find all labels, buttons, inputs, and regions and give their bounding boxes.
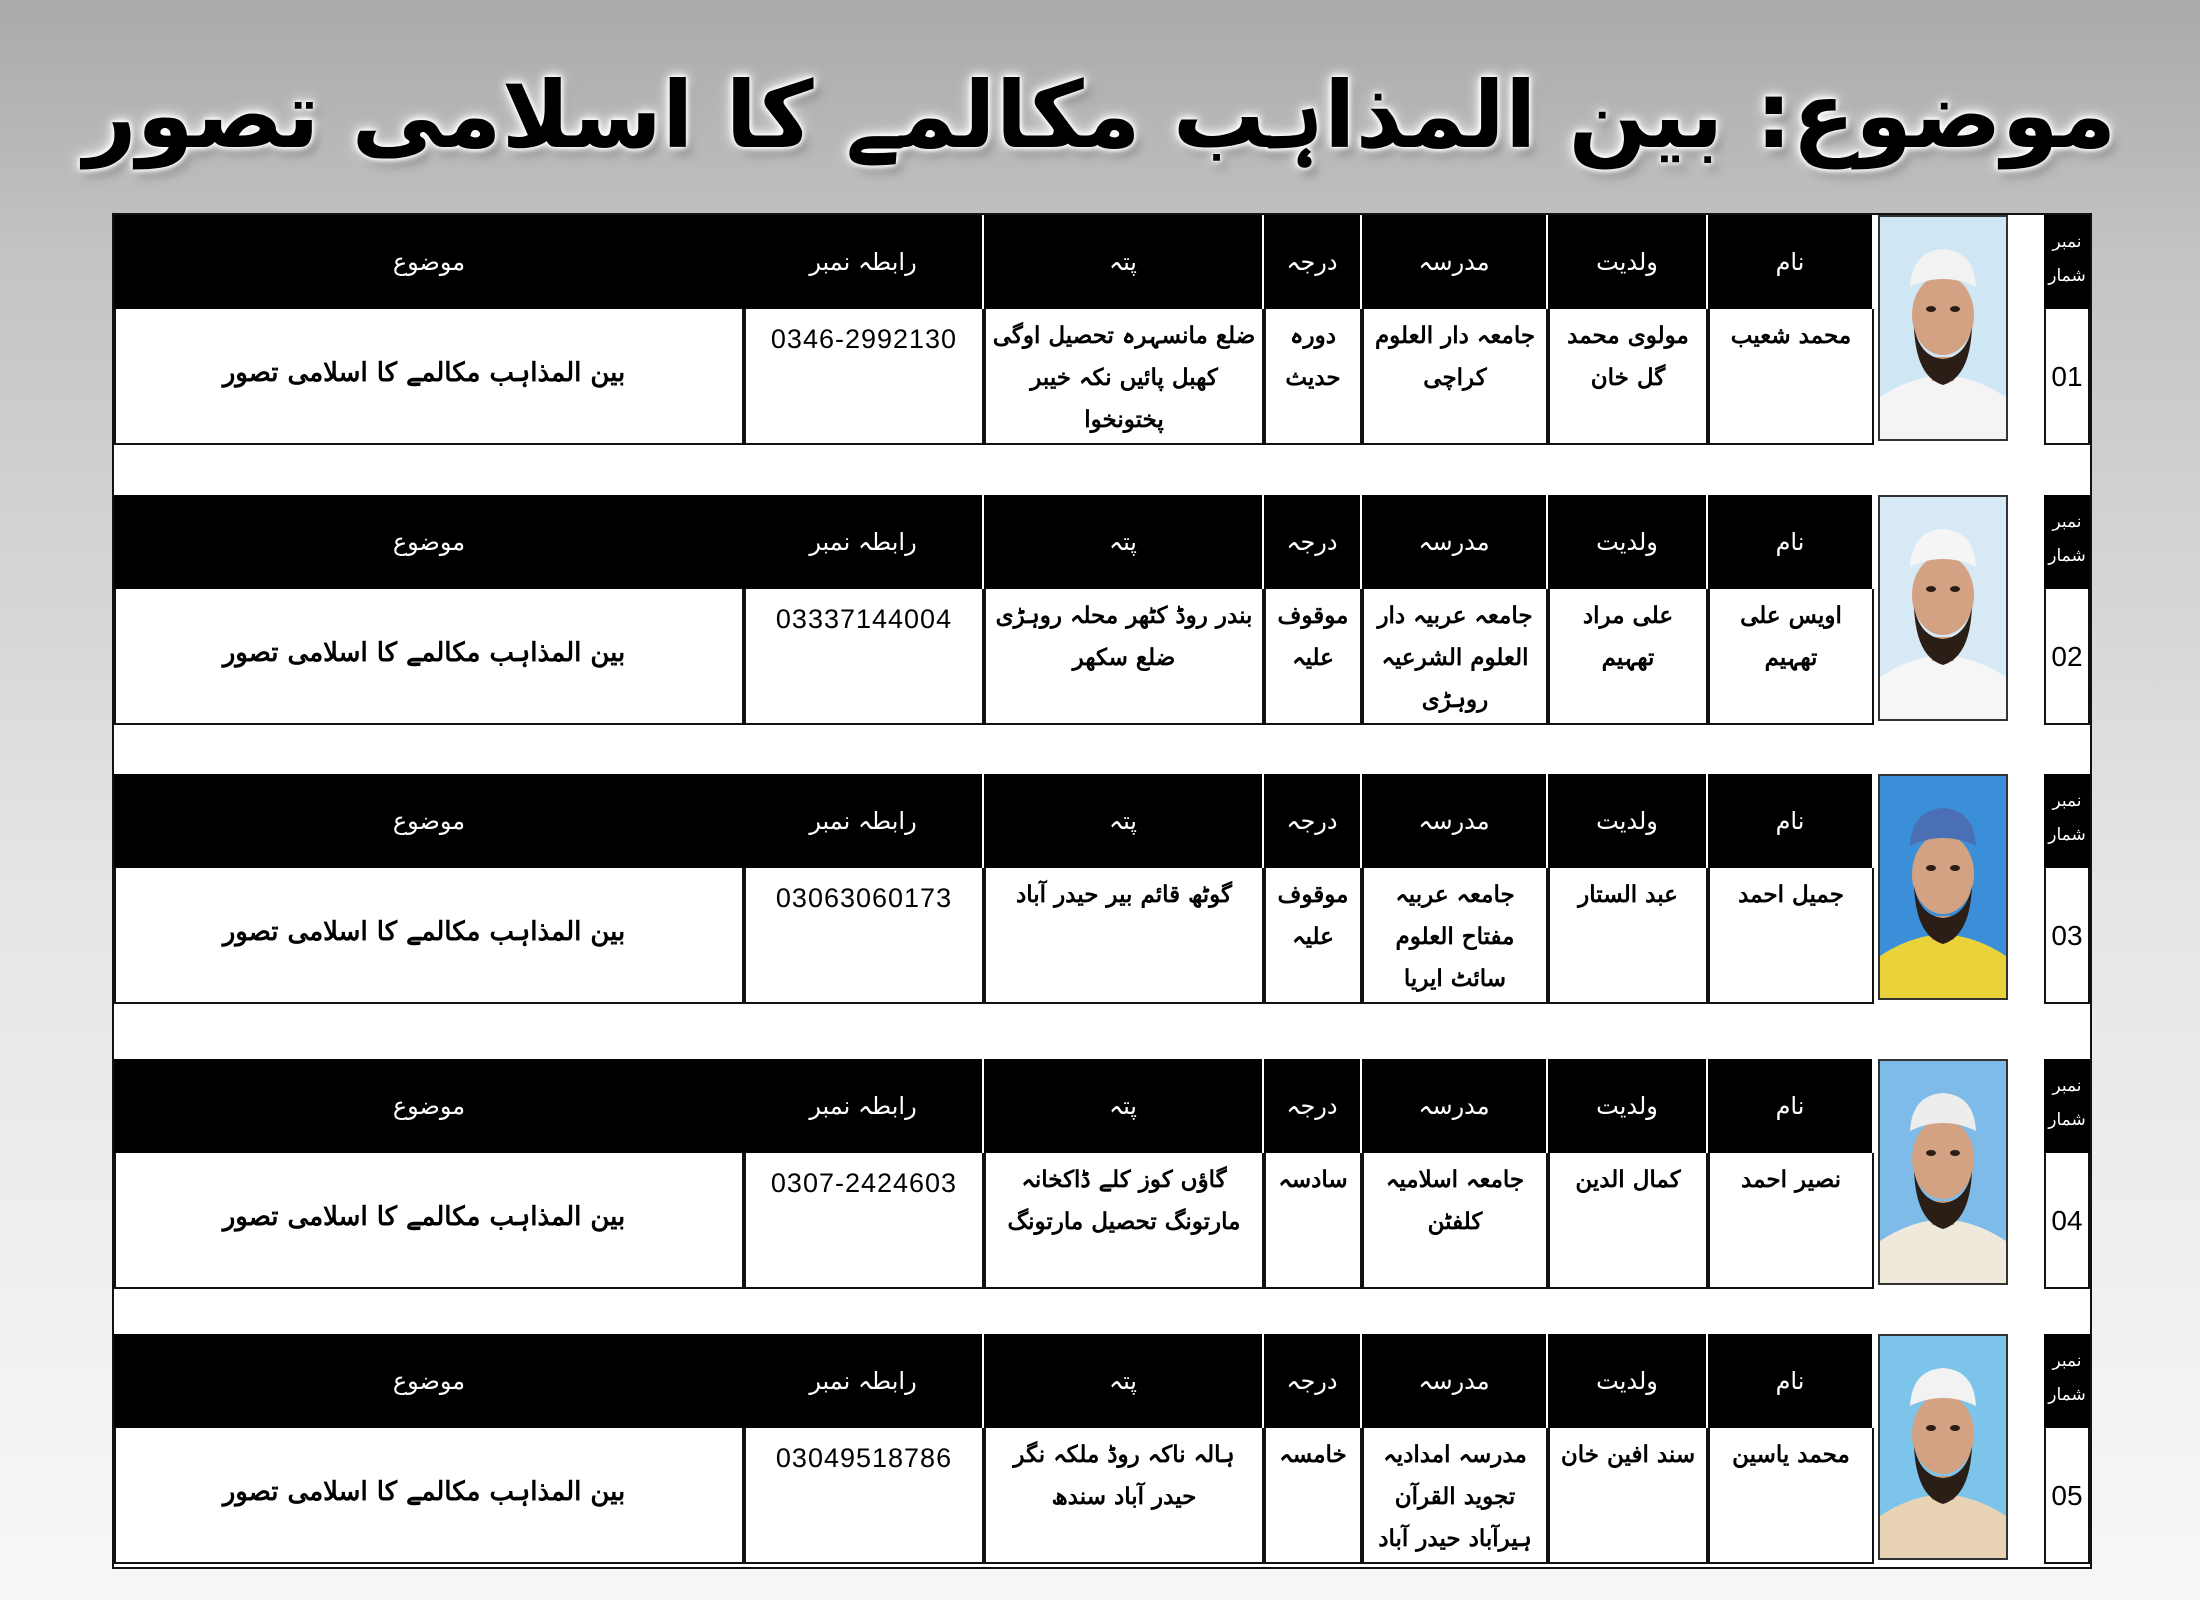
header-grade: درجہ <box>1264 1334 1362 1428</box>
header-madrasa: مدرسہ <box>1362 215 1548 309</box>
header-grade: درجہ <box>1264 495 1362 589</box>
header-madrasa: مدرسہ <box>1362 1334 1548 1428</box>
header-address: پتہ <box>984 774 1264 868</box>
header-grade: درجہ <box>1264 1059 1362 1153</box>
cell-phone: 0307-2424603 <box>744 1153 984 1289</box>
header-name: نام <box>1708 215 1874 309</box>
cell-address: ضلع مانسہرہ تحصیل اوگی کھبل پائیں نکہ خیبر پختونخوا <box>984 309 1264 445</box>
header-phone: رابطہ نمبر <box>744 1059 984 1153</box>
header-phone: رابطہ نمبر <box>744 215 984 309</box>
header-serial: نمبر شمار <box>2044 774 2090 868</box>
cell-phone: 0346-2992130 <box>744 309 984 445</box>
cell-phone: 03063060173 <box>744 868 984 1004</box>
cell-serial: 05 <box>2044 1428 2090 1564</box>
student-photo <box>1878 215 2008 441</box>
cell-serial: 01 <box>2044 309 2090 445</box>
header-madrasa: مدرسہ <box>1362 774 1548 868</box>
cell-name: محمد شعیب <box>1708 309 1874 445</box>
cell-topic: بین المذاہب مکالمے کا اسلامی تصور <box>114 1153 744 1289</box>
cell-madrasa: جامعہ عربیہ مفتاح العلوم سائٹ ایریا <box>1362 868 1548 1004</box>
cell-grade: خامسہ <box>1264 1428 1362 1564</box>
student-record <box>114 1334 2090 1564</box>
student-portrait-image <box>1880 776 2006 998</box>
header-grade: درجہ <box>1264 774 1362 868</box>
header-name: نام <box>1708 774 1874 868</box>
header-parentage: ولدیت <box>1548 774 1708 868</box>
header-topic: موضوع <box>392 1367 466 1395</box>
cell-madrasa: جامعہ اسلامیہ کلفٹن <box>1362 1153 1548 1289</box>
header-parentage: ولدیت <box>1548 495 1708 589</box>
header-parentage: ولدیت <box>1548 215 1708 309</box>
cell-parentage: سند افین خان <box>1548 1428 1708 1564</box>
header-address: پتہ <box>984 1334 1264 1428</box>
header-topic: موضوع <box>392 1092 466 1120</box>
cell-topic: بین المذاہب مکالمے کا اسلامی تصور <box>114 868 744 1004</box>
header-serial: نمبر شمار <box>2044 495 2090 589</box>
cell-address: ہالہ ناکہ روڈ ملکہ نگر حیدر آباد سندھ <box>984 1428 1264 1564</box>
cell-topic: بین المذاہب مکالمے کا اسلامی تصور <box>114 1428 744 1564</box>
header-madrasa: مدرسہ <box>1362 1059 1548 1153</box>
cell-parentage: کمال الدین <box>1548 1153 1708 1289</box>
cell-topic: بین المذاہب مکالمے کا اسلامی تصور <box>114 589 744 725</box>
header-parentage: ولدیت <box>1548 1059 1708 1153</box>
cell-serial: 02 <box>2044 589 2090 725</box>
header-address: پتہ <box>984 215 1264 309</box>
header-name: نام <box>1708 495 1874 589</box>
student-sheet <box>112 213 2092 1569</box>
cell-serial: 04 <box>2044 1153 2090 1289</box>
header-grade: درجہ <box>1264 215 1362 309</box>
cell-grade: موقوف علیہ <box>1264 868 1362 1004</box>
cell-parentage: عبد الستار <box>1548 868 1708 1004</box>
cell-grade: دورہ حدیث <box>1264 309 1362 445</box>
student-portrait-image <box>1880 1061 2006 1283</box>
header-phone: رابطہ نمبر <box>744 774 984 868</box>
cell-grade: سادسہ <box>1264 1153 1362 1289</box>
student-record <box>114 774 2090 1004</box>
page-title: موضوع: بین المذاہب مکالمے کا اسلامی تصور <box>83 62 2117 169</box>
student-photo <box>1878 1059 2008 1285</box>
cell-name: نصیر احمد <box>1708 1153 1874 1289</box>
header-topic: موضوع <box>392 528 466 556</box>
student-photo <box>1878 1334 2008 1560</box>
cell-phone: 03337144004 <box>744 589 984 725</box>
cell-address: بندر روڈ کٹھر محلہ روہڑی ضلع سکھر <box>984 589 1264 725</box>
student-portrait-image <box>1880 217 2006 439</box>
cell-phone: 03049518786 <box>744 1428 984 1564</box>
student-portrait-image <box>1880 497 2006 719</box>
header-serial: نمبر شمار <box>2044 1334 2090 1428</box>
header-address: پتہ <box>984 495 1264 589</box>
student-record <box>114 1059 2090 1289</box>
cell-madrasa: جامعہ عربیہ دار العلوم الشرعیہ روہڑی <box>1362 589 1548 725</box>
cell-address: گاؤں کوز کلے ڈاکخانہ مارتونگ تحصیل مارتونگ <box>984 1153 1264 1289</box>
header-name: نام <box>1708 1334 1874 1428</box>
student-portrait-image <box>1880 1336 2006 1558</box>
cell-parentage: علی مراد تھہیم <box>1548 589 1708 725</box>
cell-name: اویس علی تھہیم <box>1708 589 1874 725</box>
header-phone: رابطہ نمبر <box>744 495 984 589</box>
cell-serial: 03 <box>2044 868 2090 1004</box>
cell-name: جمیل احمد <box>1708 868 1874 1004</box>
header-name: نام <box>1708 1059 1874 1153</box>
cell-parentage: مولوی محمد گل خان <box>1548 309 1708 445</box>
cell-madrasa: مدرسہ امدادیہ تجوید القرآن ہیرآباد حیدر آباد <box>1362 1428 1548 1564</box>
cell-name: محمد یاسین <box>1708 1428 1874 1564</box>
student-record <box>114 215 2090 445</box>
student-record <box>114 495 2090 725</box>
header-serial: نمبر شمار <box>2044 215 2090 309</box>
cell-madrasa: جامعہ دار العلوم کراچی <box>1362 309 1548 445</box>
cell-grade: موقوف علیہ <box>1264 589 1362 725</box>
header-parentage: ولدیت <box>1548 1334 1708 1428</box>
header-serial: نمبر شمار <box>2044 1059 2090 1153</box>
header-address: پتہ <box>984 1059 1264 1153</box>
cell-address: گوٹھ قائم بیر حیدر آباد <box>984 868 1264 1004</box>
header-topic: موضوع <box>392 248 466 276</box>
cell-topic: بین المذاہب مکالمے کا اسلامی تصور <box>114 309 744 445</box>
header-madrasa: مدرسہ <box>1362 495 1548 589</box>
student-photo <box>1878 495 2008 721</box>
header-topic: موضوع <box>392 807 466 835</box>
student-photo <box>1878 774 2008 1000</box>
header-phone: رابطہ نمبر <box>744 1334 984 1428</box>
